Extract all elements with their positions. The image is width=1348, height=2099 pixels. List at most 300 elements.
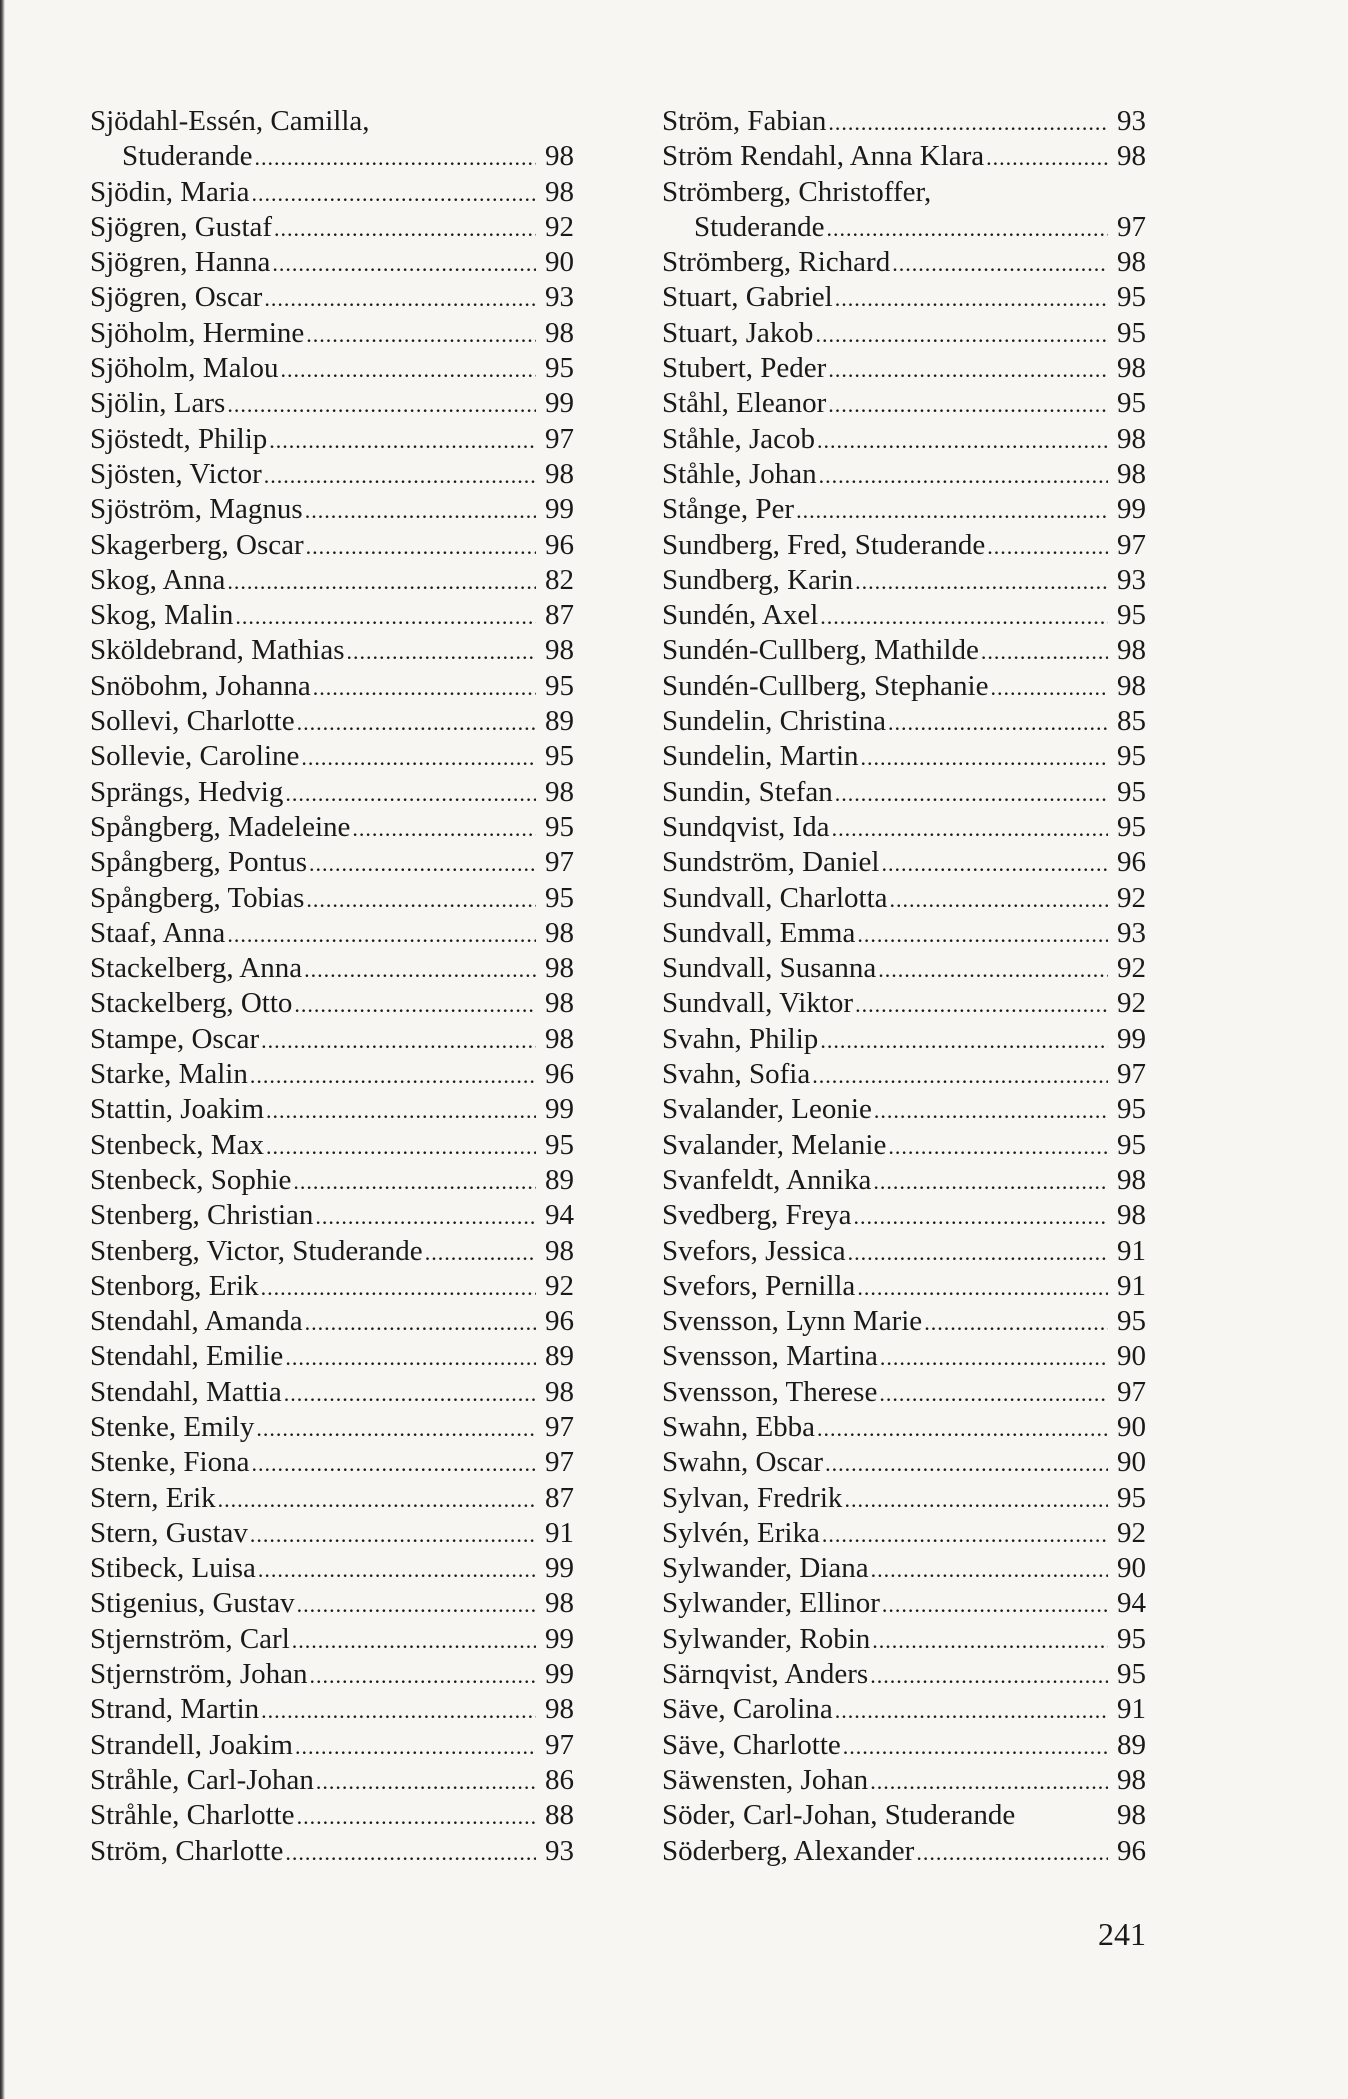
entry-name: Studerande — [122, 140, 253, 173]
index-entry — [662, 775, 1146, 810]
index-entry — [662, 104, 1146, 139]
entry-name: Sundelin, Martin — [662, 740, 859, 773]
entry-name: Spångberg, Pontus — [90, 846, 307, 879]
page-binding-edge — [0, 0, 5, 2099]
dot-leader — [264, 281, 536, 316]
entry-name: Sjödahl-Essén, Camilla, — [90, 105, 370, 137]
dot-leader — [352, 811, 536, 846]
dot-leader — [272, 246, 536, 281]
index-entry — [90, 1304, 574, 1339]
index-entry — [662, 1339, 1146, 1374]
dot-leader — [819, 458, 1108, 493]
dot-leader — [892, 246, 1108, 281]
entry-page-number: 98 — [545, 140, 574, 173]
index-entry — [90, 810, 574, 845]
entry-page-number: 98 — [545, 457, 574, 490]
entry-name: Ström Rendahl, Anna Klara — [662, 140, 985, 173]
dot-leader — [285, 1835, 536, 1870]
index-entry — [90, 1586, 574, 1621]
index-entry — [662, 1798, 1146, 1833]
entry-page-number: 91 — [545, 1516, 574, 1549]
entry-page-number: 95 — [1117, 281, 1146, 314]
dot-leader — [870, 1764, 1108, 1799]
index-entry — [90, 386, 574, 421]
entry-name: Stjernström, Johan — [90, 1658, 308, 1691]
entry-name: Särnqvist, Anders — [662, 1658, 869, 1691]
dot-leader — [425, 1235, 536, 1270]
entry-page-number: 93 — [1117, 105, 1146, 137]
index-entry — [662, 1586, 1146, 1621]
dot-leader — [820, 1023, 1108, 1058]
entry-name: Sylwander, Ellinor — [662, 1587, 880, 1620]
dot-leader — [310, 1658, 537, 1693]
entry-page-number: 98 — [545, 987, 574, 1020]
dot-leader — [815, 317, 1108, 352]
entry-page-number: 91 — [1117, 1234, 1146, 1267]
entry-name: Stendahl, Amanda — [90, 1305, 303, 1338]
dot-leader — [266, 1093, 536, 1128]
index-entry — [90, 1339, 574, 1374]
dot-leader — [822, 1517, 1108, 1552]
index-entry — [90, 1269, 574, 1304]
dot-leader — [857, 1270, 1108, 1305]
dot-leader — [266, 1129, 536, 1164]
entry-page-number: 99 — [545, 493, 574, 526]
entry-name: Sundvall, Charlotta — [662, 881, 888, 914]
dot-leader — [848, 1235, 1108, 1270]
dot-leader — [828, 105, 1108, 140]
index-entry — [90, 1551, 574, 1586]
entry-name: Sundin, Stefan — [662, 775, 833, 808]
entry-name: Söder, Carl-Johan, Studerande — [662, 1799, 1016, 1832]
entry-page-number: 98 — [1117, 634, 1146, 667]
dot-leader — [871, 1552, 1108, 1587]
index-entry — [662, 1304, 1146, 1339]
dot-leader — [826, 211, 1108, 246]
entry-name: Sjögren, Gustaf — [90, 210, 273, 243]
entry-page-number: 93 — [1117, 563, 1146, 596]
index-entry — [90, 104, 574, 139]
entry-name: Sollevi, Charlotte — [90, 705, 295, 738]
entry-name: Stendahl, Emilie — [90, 1340, 284, 1373]
entry-name: Sundvall, Emma — [662, 916, 856, 949]
entry-page-number: 98 — [545, 775, 574, 808]
entry-page-number: 97 — [1117, 210, 1146, 243]
entry-name: Stackelberg, Otto — [90, 987, 293, 1020]
entry-page-number: 98 — [545, 1693, 574, 1726]
dot-leader — [294, 987, 536, 1022]
entry-page-number: 86 — [545, 1763, 574, 1796]
index-entry — [90, 1022, 574, 1057]
index-entry — [662, 845, 1146, 880]
index-entry — [662, 1551, 1146, 1586]
dot-leader — [857, 917, 1108, 952]
entry-name: Stenborg, Erik — [90, 1269, 259, 1302]
entry-name: Sylwander, Diana — [662, 1552, 869, 1585]
dot-leader — [835, 281, 1108, 316]
entry-name: Ström, Fabian — [662, 105, 827, 137]
index-entry — [662, 810, 1146, 845]
dot-leader — [888, 1129, 1108, 1164]
entry-page-number: 95 — [1117, 1128, 1146, 1161]
dot-leader — [316, 1764, 536, 1799]
entry-page-number: 94 — [545, 1199, 574, 1232]
entry-page-number: 99 — [545, 1552, 574, 1585]
entry-name: Sundelin, Christina — [662, 705, 886, 738]
entry-name: Ståhle, Jacob — [662, 422, 816, 455]
dot-leader — [306, 317, 536, 352]
entry-name: Säwensten, Johan — [662, 1763, 869, 1796]
dot-leader — [828, 387, 1108, 422]
entry-page-number: 82 — [545, 563, 574, 596]
entry-page-number: 87 — [545, 599, 574, 632]
entry-page-number: 98 — [545, 175, 574, 208]
entry-page-number: 95 — [545, 1128, 574, 1161]
index-entry — [90, 845, 574, 880]
index-entry — [662, 210, 1146, 245]
entry-page-number: 95 — [1117, 775, 1146, 808]
index-entry — [662, 1692, 1146, 1727]
dot-leader — [252, 176, 537, 211]
entry-page-number: 97 — [545, 422, 574, 455]
dot-leader — [828, 352, 1108, 387]
index-entry — [90, 1763, 574, 1798]
entry-name: Sjöstedt, Philip — [90, 422, 268, 455]
entry-page-number: 99 — [1117, 493, 1146, 526]
index-entry — [90, 1092, 574, 1127]
entry-page-number: 97 — [545, 1728, 574, 1761]
dot-leader — [293, 1164, 536, 1199]
entry-name: Sprängs, Hedvig — [90, 775, 284, 808]
index-entry — [662, 598, 1146, 633]
entry-name: Stenke, Emily — [90, 1410, 255, 1443]
dot-leader — [235, 599, 536, 634]
entry-name: Strömberg, Christoffer, — [662, 175, 932, 208]
entry-page-number: 91 — [1117, 1693, 1146, 1726]
entry-name: Stern, Gustav — [90, 1516, 248, 1549]
entry-page-number: 95 — [545, 352, 574, 385]
dot-leader — [306, 882, 536, 917]
entry-name: Sjödin, Maria — [90, 175, 250, 208]
index-entry — [90, 1692, 574, 1727]
entry-page-number: 97 — [1117, 1058, 1146, 1091]
index-entry — [90, 1834, 574, 1869]
index-entry — [662, 1128, 1146, 1163]
entry-name: Stenberg, Christian — [90, 1199, 314, 1232]
index-entry — [90, 1410, 574, 1445]
dot-leader — [297, 1587, 536, 1622]
entry-page-number: 98 — [545, 916, 574, 949]
entry-page-number: 90 — [545, 246, 574, 279]
dot-leader — [882, 1587, 1108, 1622]
entry-name: Sjölin, Lars — [90, 387, 226, 420]
index-entry — [662, 351, 1146, 386]
entry-name: Stenbeck, Max — [90, 1128, 264, 1161]
entry-name: Ståhle, Johan — [662, 457, 817, 490]
dot-leader — [817, 423, 1108, 458]
index-column-left — [90, 104, 574, 1869]
index-column-right — [662, 104, 1146, 1869]
entry-page-number: 90 — [1117, 1552, 1146, 1585]
entry-name: Sundén, Axel — [662, 599, 819, 632]
entry-name: Stråhle, Charlotte — [90, 1799, 295, 1832]
entry-name: Ström, Charlotte — [90, 1834, 284, 1867]
entry-name: Svensson, Lynn Marie — [662, 1305, 923, 1338]
entry-page-number: 98 — [545, 1234, 574, 1267]
dot-leader — [305, 493, 536, 528]
entry-name: Starke, Malin — [90, 1058, 248, 1091]
index-entry — [662, 1728, 1146, 1763]
index-entry — [90, 280, 574, 315]
entry-name: Svedberg, Freya — [662, 1199, 852, 1232]
dot-leader — [812, 1058, 1108, 1093]
entry-page-number: 97 — [545, 1410, 574, 1443]
dot-leader — [987, 529, 1108, 564]
dot-leader — [297, 1799, 536, 1834]
dot-leader — [292, 1623, 536, 1658]
index-entry — [90, 1481, 574, 1516]
index-entry — [90, 633, 574, 668]
entry-page-number: 95 — [545, 740, 574, 773]
index-entry — [90, 1057, 574, 1092]
entry-page-number: 94 — [1117, 1587, 1146, 1620]
entry-name: Strandell, Joakim — [90, 1728, 293, 1761]
entry-page-number: 99 — [1117, 1022, 1146, 1055]
entry-name: Stibeck, Luisa — [90, 1552, 256, 1585]
dot-leader — [252, 1446, 537, 1481]
dot-leader — [924, 1305, 1108, 1340]
entry-page-number: 92 — [1117, 952, 1146, 985]
dot-leader — [261, 1023, 536, 1058]
index-entry — [90, 916, 574, 951]
index-entry — [90, 1234, 574, 1269]
dot-leader — [250, 1517, 536, 1552]
dot-leader — [820, 599, 1108, 634]
dot-leader — [297, 705, 536, 740]
entry-name: Ståhl, Eleanor — [662, 387, 827, 420]
entry-name: Söderberg, Alexander — [662, 1834, 915, 1867]
entry-page-number: 95 — [1117, 599, 1146, 632]
entry-name: Swahn, Oscar — [662, 1446, 824, 1479]
entry-page-number: 97 — [1117, 528, 1146, 561]
index-entry — [662, 986, 1146, 1021]
index-entry — [662, 316, 1146, 351]
index-entry — [662, 139, 1146, 174]
index-entry — [662, 422, 1146, 457]
index-entry — [662, 704, 1146, 739]
dot-leader — [264, 458, 536, 493]
entry-page-number: 98 — [1117, 1763, 1146, 1796]
entry-name: Stenke, Fiona — [90, 1446, 250, 1479]
index-entry — [662, 1269, 1146, 1304]
index-entry — [662, 1198, 1146, 1233]
dot-leader — [880, 1340, 1108, 1375]
entry-page-number: 98 — [545, 1375, 574, 1408]
index-entry — [90, 1728, 574, 1763]
entry-name: Stenberg, Victor, Studerande — [90, 1234, 423, 1267]
index-entry — [90, 881, 574, 916]
index-entry — [662, 528, 1146, 563]
entry-name: Stendahl, Mattia — [90, 1375, 282, 1408]
entry-page-number: 89 — [545, 1163, 574, 1196]
entry-name: Stuart, Gabriel — [662, 281, 833, 314]
entry-page-number: 99 — [545, 1093, 574, 1126]
index-entry — [90, 316, 574, 351]
index-entry — [662, 1375, 1146, 1410]
entry-name: Svensson, Martina — [662, 1340, 878, 1373]
index-entry — [662, 1092, 1146, 1127]
entry-page-number: 85 — [1117, 705, 1146, 738]
dot-leader — [817, 1411, 1108, 1446]
dot-leader — [313, 670, 536, 705]
index-entry — [662, 457, 1146, 492]
entry-page-number: 98 — [545, 1022, 574, 1055]
entry-name: Sundvall, Viktor — [662, 987, 854, 1020]
entry-name: Stattin, Joakim — [90, 1093, 264, 1126]
entry-name: Sylvén, Erika — [662, 1516, 820, 1549]
dot-leader — [284, 1376, 536, 1411]
entry-page-number: 92 — [1117, 987, 1146, 1020]
entry-name: Stigenius, Gustav — [90, 1587, 295, 1620]
index-entry — [90, 986, 574, 1021]
entry-name: Sundén-Cullberg, Stephanie — [662, 669, 989, 702]
entry-page-number: 93 — [1117, 916, 1146, 949]
entry-page-number: 89 — [1117, 1728, 1146, 1761]
dot-leader — [281, 352, 536, 387]
dot-leader — [269, 423, 536, 458]
index-entry — [90, 951, 574, 986]
entry-page-number: 97 — [545, 846, 574, 879]
entry-name: Stackelberg, Anna — [90, 952, 303, 985]
index-entry — [90, 422, 574, 457]
dot-leader — [258, 1552, 536, 1587]
entry-page-number: 98 — [1117, 457, 1146, 490]
entry-name: Svahn, Philip — [662, 1022, 819, 1055]
entry-page-number: 99 — [545, 1622, 574, 1655]
entry-page-number: 89 — [545, 705, 574, 738]
dot-leader — [256, 1411, 536, 1446]
index-entry — [90, 1163, 574, 1198]
dot-leader — [916, 1835, 1108, 1870]
entry-page-number: 95 — [1117, 1093, 1146, 1126]
index-entry — [90, 1516, 574, 1551]
entry-name: Sjöholm, Hermine — [90, 316, 305, 349]
entry-name: Sjöström, Magnus — [90, 493, 303, 526]
index-entry — [662, 1657, 1146, 1692]
entry-name: Svalander, Leonie — [662, 1093, 872, 1126]
index-entry — [662, 1234, 1146, 1269]
entry-page-number: 95 — [545, 810, 574, 843]
index-entry — [662, 280, 1146, 315]
index-entry — [662, 1163, 1146, 1198]
index-entry — [662, 1622, 1146, 1657]
index-entry — [662, 1516, 1146, 1551]
entry-name: Stjernström, Carl — [90, 1622, 290, 1655]
index-entry — [662, 245, 1146, 280]
index-entry — [662, 951, 1146, 986]
entry-page-number: 95 — [1117, 1658, 1146, 1691]
dot-leader — [986, 140, 1108, 175]
entry-page-number: 98 — [1117, 422, 1146, 455]
dot-leader — [304, 952, 536, 987]
dot-leader — [873, 1164, 1108, 1199]
entry-page-number: 95 — [1117, 1481, 1146, 1514]
dot-leader — [305, 1305, 536, 1340]
index-entry — [90, 210, 574, 245]
entry-page-number: 87 — [545, 1481, 574, 1514]
dot-leader — [309, 846, 536, 881]
index-entry — [662, 386, 1146, 421]
entry-name: Säve, Charlotte — [662, 1728, 841, 1761]
entry-name: Sundqvist, Ida — [662, 810, 830, 843]
entry-page-number: 98 — [1117, 1199, 1146, 1232]
entry-name: Säve, Carolina — [662, 1693, 833, 1726]
entry-page-number: 96 — [545, 528, 574, 561]
entry-page-number: 99 — [545, 387, 574, 420]
index-entry — [90, 528, 574, 563]
dot-leader — [874, 1093, 1108, 1128]
entry-name: Sundvall, Susanna — [662, 952, 877, 985]
dot-leader — [890, 882, 1108, 917]
index-entry — [90, 598, 574, 633]
entry-name: Svefors, Pernilla — [662, 1269, 856, 1302]
index-entry — [90, 1657, 574, 1692]
entry-name: Spångberg, Madeleine — [90, 810, 351, 843]
entry-page-number: 96 — [1117, 1834, 1146, 1867]
index-entry — [662, 881, 1146, 916]
dot-leader — [855, 987, 1108, 1022]
entry-name: Snöbohm, Johanna — [90, 669, 311, 702]
entry-name: Sundström, Daniel — [662, 846, 880, 879]
dot-leader — [843, 1729, 1108, 1764]
entry-page-number: 88 — [545, 1799, 574, 1832]
dot-leader — [981, 634, 1108, 669]
entry-page-number: 96 — [1117, 846, 1146, 879]
entry-name: Strömberg, Richard — [662, 246, 891, 279]
index-entry — [662, 1022, 1146, 1057]
entry-name: Sollevie, Caroline — [90, 740, 300, 773]
entry-name: Studerande — [694, 210, 825, 243]
entry-name: Sundén-Cullberg, Mathilde — [662, 634, 979, 667]
dot-leader — [227, 917, 536, 952]
index-entry — [662, 1410, 1146, 1445]
entry-page-number: 98 — [1117, 669, 1146, 702]
entry-page-number: 99 — [545, 1658, 574, 1691]
entry-name: Svensson, Therese — [662, 1375, 878, 1408]
index-entry — [90, 704, 574, 739]
dot-leader — [295, 1729, 536, 1764]
entry-page-number: 93 — [545, 281, 574, 314]
index-entry — [90, 1798, 574, 1833]
index-entry — [662, 175, 1146, 210]
dot-leader — [347, 634, 536, 669]
index-entry — [90, 739, 574, 774]
entry-page-number: 95 — [1117, 1305, 1146, 1338]
entry-name: Svanfeldt, Annika — [662, 1163, 872, 1196]
dot-leader — [285, 776, 536, 811]
index-entry — [90, 457, 574, 492]
entry-page-number: 95 — [1117, 1622, 1146, 1655]
index-entry — [90, 1445, 574, 1480]
dot-leader — [825, 1446, 1108, 1481]
entry-page-number: 98 — [545, 952, 574, 985]
dot-leader — [879, 1376, 1108, 1411]
entry-name: Skog, Anna — [90, 563, 226, 596]
entry-page-number: 98 — [545, 634, 574, 667]
entry-page-number: 98 — [1117, 1163, 1146, 1196]
dot-leader — [261, 1270, 536, 1305]
entry-page-number: 96 — [545, 1305, 574, 1338]
